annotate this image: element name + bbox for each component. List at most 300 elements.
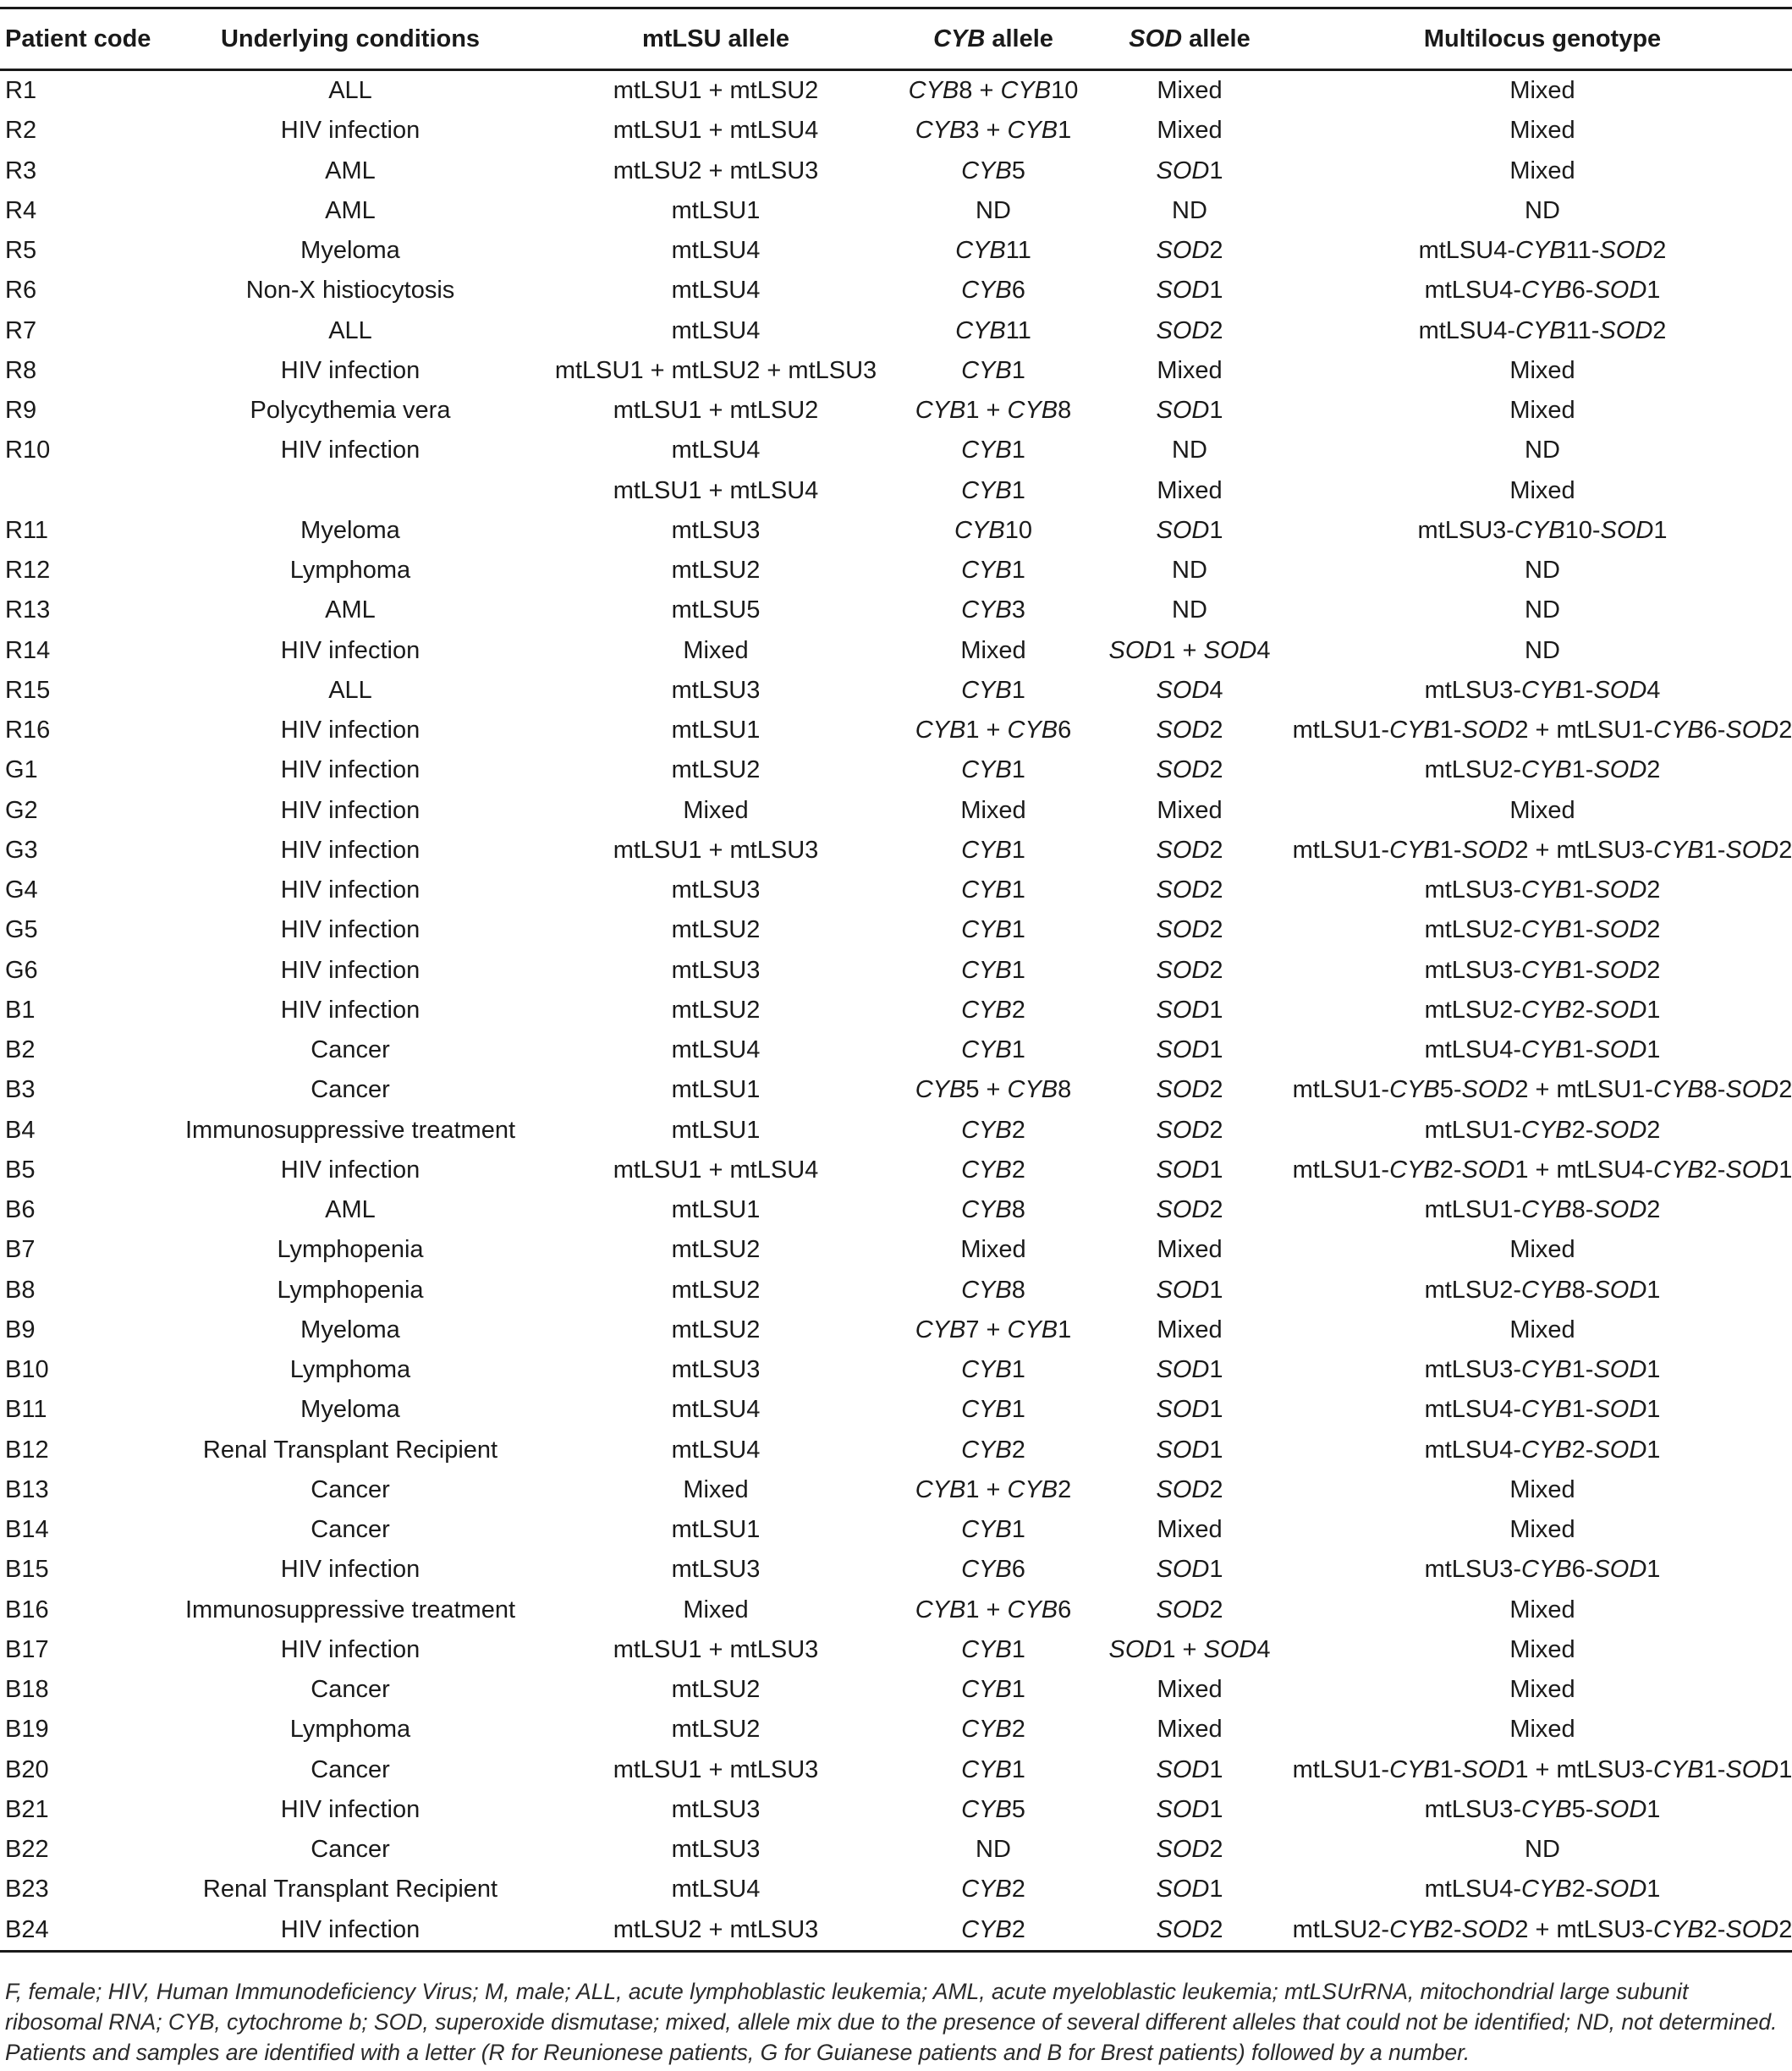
cell-underlying-condition: ALL — [328, 77, 372, 105]
cell-mtlsu-allele: mtLSU1 — [671, 1116, 761, 1144]
cell-patient-code: B15 — [5, 1556, 49, 1584]
cell-sod-allele: SOD2 — [1156, 1836, 1223, 1864]
cell-sod-allele: Mixed — [1157, 1236, 1223, 1264]
cell-sod-allele: Mixed — [1157, 356, 1223, 384]
cell-mtlsu-allele: mtLSU4 — [671, 1436, 761, 1464]
cell-cyb-allele: CYB8 — [961, 1196, 1025, 1224]
cell-multilocus-genotype: Mixed — [1509, 1716, 1575, 1744]
cell-patient-code: R7 — [5, 316, 37, 344]
cell-multilocus-genotype: mtLSU3-CYB1-SOD4 — [1424, 676, 1661, 704]
cell-cyb-allele: CYB1 — [961, 676, 1025, 704]
cell-underlying-condition: Lymphoma — [289, 557, 411, 585]
cell-mtlsu-allele: mtLSU3 — [671, 1795, 761, 1823]
cell-multilocus-genotype: mtLSU1-CYB8-SOD2 — [1424, 1196, 1661, 1224]
cell-multilocus-genotype: ND — [1525, 557, 1560, 585]
cell-sod-allele: SOD1 — [1156, 1276, 1223, 1304]
cell-sod-allele: SOD1 — [1156, 1396, 1223, 1424]
cell-patient-code: R12 — [5, 557, 51, 585]
cell-patient-code: G3 — [5, 836, 38, 864]
cell-cyb-allele: CYB8 — [961, 1276, 1025, 1304]
cell-cyb-allele: CYB1 + CYB8 — [915, 397, 1072, 425]
cell-patient-code: R13 — [5, 596, 51, 624]
cell-cyb-allele: CYB1 — [961, 476, 1025, 504]
cell-multilocus-genotype: mtLSU1-CYB5-SOD2 + mtLSU1-CYB8-SOD2 — [1292, 1076, 1792, 1104]
header-sod-allele: SOD allele — [1091, 8, 1288, 70]
cell-multilocus-genotype: mtLSU3-CYB1-SOD2 — [1424, 876, 1661, 904]
cell-sod-allele: SOD1 — [1156, 516, 1223, 544]
cell-underlying-condition: Lymphoma — [289, 1716, 411, 1744]
cell-sod-allele: SOD1 — [1156, 1795, 1223, 1823]
table-row — [0, 671, 1792, 711]
cell-sod-allele: SOD2 — [1156, 1475, 1223, 1503]
cell-patient-code: B3 — [5, 1076, 36, 1104]
cell-patient-code: B23 — [5, 1876, 49, 1903]
cell-sod-allele: ND — [1172, 196, 1207, 224]
cell-patient-code: B12 — [5, 1436, 49, 1464]
cell-mtlsu-allele: mtLSU2 + mtLSU3 — [536, 1910, 895, 1952]
cell-sod-allele: SOD2 — [1156, 836, 1223, 864]
cell-cyb-allele: CYB3 + CYB1 — [915, 117, 1072, 145]
cell-underlying-condition: HIV infection — [280, 876, 421, 904]
cell-patient-code: G2 — [5, 796, 38, 824]
cell-underlying-condition: HIV infection — [280, 356, 421, 384]
cell-sod-allele: Mixed — [1157, 796, 1223, 824]
table-row — [0, 151, 1792, 191]
table-row — [0, 471, 1792, 511]
table-row — [0, 1550, 1792, 1590]
cell-patient-code: G6 — [5, 956, 38, 984]
cell-patient-code: R4 — [5, 196, 37, 224]
table-row — [0, 1470, 1792, 1510]
cell-underlying-condition: Cancer — [311, 1036, 390, 1064]
cell-underlying-condition: Myeloma — [300, 1316, 400, 1343]
table-row — [0, 1030, 1792, 1070]
cell-cyb-allele: CYB2 — [961, 1876, 1025, 1903]
cell-cyb-allele: CYB1 — [961, 916, 1025, 944]
cell-patient-code — [0, 471, 164, 511]
cell-multilocus-genotype: mtLSU2-CYB2-SOD2 + mtLSU3-CYB2-SOD2 — [1288, 1910, 1792, 1952]
cell-multilocus-genotype: mtLSU4-CYB11-SOD2 — [1418, 316, 1667, 344]
cell-mtlsu-allele: mtLSU1 — [671, 1076, 761, 1104]
cell-cyb-allele: CYB2 — [961, 1116, 1025, 1144]
table-footnote: F, female; HIV, Human Immunodeficiency Virus; M, male; ALL, acute lymphoblastic leukemia; AML, acute myeloblastic leukemia; mtLSUrRNA, mitochondrial large subunit ribosomal RNA; CYB, cytochrome b; SOD, superoxide dismutase; mixed, allele mix due to the presence of several different alleles that could not be identified; ND, not determined. Patients and samples are identified with a letter (R for Reunionese patients, G for Guianese patients and B for Brest patients) followed by a number. — [5, 1979, 1778, 2065]
cell-multilocus-genotype: Mixed — [1509, 1236, 1575, 1264]
cell-mtlsu-allele: mtLSU2 — [671, 916, 761, 944]
table-row — [0, 111, 1792, 151]
cell-underlying-condition: Cancer — [311, 1676, 390, 1704]
table-row — [0, 631, 1792, 671]
cell-underlying-condition: Renal Transplant Recipient — [202, 1876, 498, 1903]
table-row — [0, 1190, 1792, 1230]
table-row — [0, 311, 1792, 351]
table-row — [0, 70, 1792, 112]
cell-multilocus-genotype: mtLSU2-CYB2-SOD1 — [1424, 996, 1661, 1024]
cell-mtlsu-allele: mtLSU1 + mtLSU2 + mtLSU3 — [554, 356, 877, 384]
cell-multilocus-genotype: Mixed — [1509, 356, 1575, 384]
cell-patient-code: B17 — [5, 1635, 49, 1663]
cell-multilocus-genotype: Mixed — [1509, 397, 1575, 425]
cell-mtlsu-allele: mtLSU2 — [671, 1676, 761, 1704]
cell-underlying-condition: HIV infection — [280, 756, 421, 784]
cell-patient-code: R10 — [5, 437, 51, 464]
table-row — [0, 1910, 1792, 1952]
cell-patient-code: B14 — [5, 1516, 49, 1544]
cell-underlying-condition: Renal Transplant Recipient — [202, 1436, 498, 1464]
table-row — [0, 1790, 1792, 1830]
cell-mtlsu-allele: mtLSU3 — [671, 676, 761, 704]
cell-mtlsu-allele: mtLSU1 + mtLSU2 — [613, 77, 819, 105]
cell-mtlsu-allele: mtLSU1 + mtLSU4 — [613, 476, 819, 504]
cell-sod-allele: SOD2 — [1156, 316, 1223, 344]
cell-cyb-allele: CYB1 — [961, 437, 1025, 464]
cell-underlying-condition: HIV infection — [280, 996, 421, 1024]
cell-sod-allele: SOD1 + SOD4 — [1108, 636, 1271, 664]
cell-mtlsu-allele: mtLSU2 — [671, 1236, 761, 1264]
table-row — [0, 271, 1792, 310]
cell-underlying-condition: HIV infection — [280, 916, 421, 944]
cell-multilocus-genotype: Mixed — [1509, 1475, 1575, 1503]
cell-patient-code: B5 — [5, 1156, 36, 1184]
cell-mtlsu-allele: Mixed — [683, 1475, 749, 1503]
cell-cyb-allele: CYB6 — [961, 277, 1025, 305]
cell-underlying-condition: HIV infection — [280, 636, 421, 664]
header-underlying-condition: Underlying conditions — [164, 8, 536, 70]
cell-sod-allele: Mixed — [1157, 1516, 1223, 1544]
cell-sod-allele: SOD1 — [1156, 996, 1223, 1024]
genotype-table — [0, 7, 1792, 1953]
cell-multilocus-genotype: mtLSU3-CYB1-SOD2 — [1424, 956, 1661, 984]
cell-mtlsu-allele: mtLSU1 + mtLSU4 — [613, 1156, 819, 1184]
cell-underlying-condition: Cancer — [311, 1076, 390, 1104]
cell-patient-code: B6 — [5, 1196, 36, 1224]
table-row — [0, 1431, 1792, 1470]
cell-underlying-condition: AML — [325, 157, 376, 184]
cell-mtlsu-allele: mtLSU3 — [671, 956, 761, 984]
cell-mtlsu-allele: mtLSU4 — [671, 1036, 761, 1064]
cell-mtlsu-allele: mtLSU1 + mtLSU2 — [613, 397, 819, 425]
cell-mtlsu-allele: Mixed — [683, 796, 749, 824]
cell-sod-allele: SOD2 — [1156, 1116, 1223, 1144]
cell-underlying-condition: Cancer — [311, 1516, 390, 1544]
cell-multilocus-genotype: ND — [1525, 1836, 1560, 1864]
cell-sod-allele: SOD2 — [1156, 956, 1223, 984]
cell-mtlsu-allele: Mixed — [683, 1596, 749, 1623]
cell-underlying-condition: ALL — [328, 316, 372, 344]
cell-mtlsu-allele: mtLSU3 — [671, 516, 761, 544]
table-row — [0, 1350, 1792, 1390]
cell-mtlsu-allele: mtLSU2 — [671, 756, 761, 784]
cell-cyb-allele: CYB2 — [961, 1436, 1025, 1464]
cell-sod-allele: SOD1 — [1156, 397, 1223, 425]
table-row — [0, 831, 1792, 871]
cell-mtlsu-allele: mtLSU2 — [671, 1276, 761, 1304]
cell-mtlsu-allele: mtLSU1 + mtLSU4 — [613, 117, 819, 145]
cell-underlying-condition: HIV infection — [164, 1910, 536, 1952]
cell-cyb-allele: Mixed — [960, 636, 1026, 664]
table-body — [0, 70, 1792, 1952]
cell-multilocus-genotype: ND — [1525, 636, 1560, 664]
cell-cyb-allele: ND — [976, 196, 1011, 224]
header-row — [0, 8, 1792, 70]
cell-patient-code: R14 — [5, 636, 51, 664]
header-patient-code: Patient code — [0, 8, 164, 70]
cell-sod-allele: Mixed — [1157, 117, 1223, 145]
cell-cyb-allele: CYB10 — [954, 516, 1032, 544]
cell-multilocus-genotype: mtLSU4-CYB2-SOD1 — [1424, 1876, 1661, 1903]
cell-cyb-allele: CYB1 + CYB6 — [915, 717, 1072, 744]
cell-cyb-allele: CYB1 + CYB2 — [915, 1475, 1072, 1503]
cell-patient-code: R6 — [5, 277, 37, 305]
cell-mtlsu-allele: mtLSU3 — [671, 876, 761, 904]
cell-underlying-condition: HIV infection — [280, 117, 421, 145]
cell-sod-allele: Mixed — [1157, 77, 1223, 105]
cell-sod-allele: Mixed — [1157, 476, 1223, 504]
cell-sod-allele: SOD1 + SOD4 — [1108, 1635, 1271, 1663]
cell-cyb-allele: CYB2 — [961, 1156, 1025, 1184]
cell-sod-allele: SOD1 — [1156, 1436, 1223, 1464]
cell-multilocus-genotype: Mixed — [1509, 1316, 1575, 1343]
cell-patient-code: B21 — [5, 1795, 49, 1823]
cell-multilocus-genotype: mtLSU1-CYB1-SOD2 + mtLSU1-CYB6-SOD2 — [1292, 717, 1792, 744]
table-row — [0, 1590, 1792, 1630]
header-cyb-allele: CYB allele — [895, 8, 1091, 70]
cell-mtlsu-allele: mtLSU4 — [671, 316, 761, 344]
header-multilocus-genotype: Multilocus genotype — [1288, 8, 1792, 70]
cell-patient-code: G5 — [5, 916, 38, 944]
cell-sod-allele: Mixed — [1157, 1716, 1223, 1744]
table-row — [0, 711, 1792, 750]
table-row — [0, 951, 1792, 991]
cell-underlying-condition: HIV infection — [280, 1635, 421, 1663]
cell-multilocus-genotype: ND — [1525, 196, 1560, 224]
cell-mtlsu-allele: mtLSU3 — [671, 1836, 761, 1864]
cell-patient-code: R5 — [5, 237, 37, 265]
cell-mtlsu-allele: Mixed — [683, 636, 749, 664]
cell-sod-allele: SOD1 — [1156, 277, 1223, 305]
cell-underlying-condition: Lymphoma — [289, 1356, 411, 1384]
cell-patient-code: R16 — [5, 717, 51, 744]
table-row — [0, 1870, 1792, 1909]
cell-cyb-allele: CYB1 — [961, 1676, 1025, 1704]
cell-cyb-allele: CYB1 — [961, 1036, 1025, 1064]
table-row — [0, 431, 1792, 470]
cell-multilocus-genotype: Mixed — [1509, 117, 1575, 145]
cell-patient-code: B8 — [5, 1276, 36, 1304]
table-row — [0, 191, 1792, 231]
table-row — [0, 1670, 1792, 1710]
cell-cyb-allele: CYB1 — [961, 1516, 1025, 1544]
cell-underlying-condition: AML — [325, 1196, 376, 1224]
cell-multilocus-genotype: Mixed — [1509, 476, 1575, 504]
cell-underlying-condition: HIV infection — [280, 437, 421, 464]
cell-patient-code: B10 — [5, 1356, 49, 1384]
table-row — [0, 591, 1792, 630]
cell-cyb-allele: Mixed — [960, 796, 1026, 824]
cell-underlying-condition: HIV infection — [280, 1556, 421, 1584]
cell-mtlsu-allele: mtLSU1 — [671, 717, 761, 744]
table-row — [0, 1750, 1792, 1790]
cell-patient-code: B18 — [5, 1676, 49, 1704]
cell-cyb-allele: CYB2 — [961, 996, 1025, 1024]
cell-underlying-condition: HIV infection — [280, 1795, 421, 1823]
cell-mtlsu-allele: mtLSU1 — [671, 196, 761, 224]
cell-patient-code: B7 — [5, 1236, 36, 1264]
cell-sod-allele: Mixed — [1157, 1316, 1223, 1343]
table-row — [0, 1510, 1792, 1550]
table-row — [0, 391, 1792, 431]
table-row — [0, 551, 1792, 591]
cell-cyb-allele: CYB1 — [961, 1396, 1025, 1424]
cell-sod-allele: SOD2 — [1091, 1910, 1288, 1952]
table-row — [0, 791, 1792, 831]
cell-sod-allele: SOD2 — [1156, 1076, 1223, 1104]
cell-underlying-condition: Lymphopenia — [277, 1236, 424, 1264]
cell-mtlsu-allele: mtLSU4 — [671, 437, 761, 464]
table-row — [0, 1070, 1792, 1110]
cell-patient-code: B11 — [5, 1396, 47, 1424]
cell-sod-allele: SOD1 — [1156, 1556, 1223, 1584]
cell-sod-allele: SOD1 — [1156, 1156, 1223, 1184]
cell-underlying-condition — [164, 471, 536, 511]
cell-sod-allele: SOD1 — [1156, 1356, 1223, 1384]
cell-underlying-condition: Immunosuppressive treatment — [184, 1596, 516, 1623]
cell-cyb-allele: CYB1 + CYB6 — [915, 1596, 1072, 1623]
cell-patient-code: R15 — [5, 676, 51, 704]
cell-underlying-condition: AML — [325, 196, 376, 224]
cell-underlying-condition: HIV infection — [280, 717, 421, 744]
cell-cyb-allele: CYB7 + CYB1 — [915, 1316, 1072, 1343]
table-row — [0, 1710, 1792, 1750]
cell-cyb-allele: CYB6 — [961, 1556, 1025, 1584]
table-row — [0, 511, 1792, 551]
cell-sod-allele: SOD2 — [1156, 1196, 1223, 1224]
cell-patient-code: B19 — [5, 1716, 49, 1744]
cell-cyb-allele: CYB1 — [961, 356, 1025, 384]
cell-underlying-condition: AML — [325, 596, 376, 624]
table-row — [0, 750, 1792, 790]
cell-cyb-allele: CYB1 — [961, 956, 1025, 984]
table-row — [0, 1151, 1792, 1190]
cell-patient-code: B2 — [5, 1036, 36, 1064]
cell-multilocus-genotype: Mixed — [1509, 1516, 1575, 1544]
cell-patient-code: B16 — [5, 1596, 49, 1623]
cell-sod-allele: SOD2 — [1156, 237, 1223, 265]
cell-cyb-allele: CYB1 — [961, 557, 1025, 585]
cell-multilocus-genotype: mtLSU4-CYB1-SOD1 — [1424, 1396, 1661, 1424]
cell-underlying-condition: Cancer — [311, 1836, 390, 1864]
cell-patient-code: B20 — [5, 1755, 49, 1783]
cell-multilocus-genotype: mtLSU1-CYB1-SOD1 + mtLSU3-CYB1-SOD1 — [1292, 1755, 1792, 1783]
cell-patient-code: B1 — [5, 996, 36, 1024]
table-row — [0, 1630, 1792, 1670]
cell-multilocus-genotype: mtLSU1-CYB1-SOD2 + mtLSU3-CYB1-SOD2 — [1292, 836, 1792, 864]
cell-patient-code: R11 — [5, 516, 49, 544]
cell-patient-code: R2 — [5, 117, 37, 145]
cell-cyb-allele: CYB11 — [955, 237, 1031, 265]
cell-mtlsu-allele: mtLSU2 — [671, 996, 761, 1024]
cell-mtlsu-allele: mtLSU3 — [671, 1356, 761, 1384]
cell-multilocus-genotype: Mixed — [1509, 1676, 1575, 1704]
table-row — [0, 991, 1792, 1030]
cell-patient-code: B24 — [0, 1910, 164, 1952]
cell-cyb-allele: CYB2 — [961, 1716, 1025, 1744]
cell-underlying-condition: Myeloma — [300, 1396, 400, 1424]
cell-multilocus-genotype: Mixed — [1509, 1635, 1575, 1663]
cell-patient-code: G4 — [5, 876, 38, 904]
cell-sod-allele: SOD2 — [1156, 1596, 1223, 1623]
cell-underlying-condition: Lymphopenia — [277, 1276, 424, 1304]
cell-cyb-allele: Mixed — [960, 1236, 1026, 1264]
cell-sod-allele: SOD1 — [1156, 1036, 1223, 1064]
cell-mtlsu-allele: mtLSU1 + mtLSU3 — [613, 1635, 819, 1663]
cell-cyb-allele: CYB1 — [961, 1635, 1025, 1663]
cell-sod-allele: SOD1 — [1156, 1876, 1223, 1903]
table-row — [0, 1830, 1792, 1870]
table-row — [0, 910, 1792, 950]
cell-cyb-allele: ND — [976, 1836, 1011, 1864]
cell-underlying-condition: HIV infection — [280, 1156, 421, 1184]
cell-patient-code: R9 — [5, 397, 37, 425]
cell-sod-allele: Mixed — [1157, 1676, 1223, 1704]
cell-cyb-allele: CYB2 — [895, 1910, 1091, 1952]
table-row — [0, 871, 1792, 910]
cell-underlying-condition: ALL — [328, 676, 372, 704]
cell-mtlsu-allele: mtLSU2 — [671, 557, 761, 585]
cell-multilocus-genotype: mtLSU3-CYB6-SOD1 — [1424, 1556, 1661, 1584]
cell-cyb-allele: CYB8 + CYB10 — [908, 77, 1079, 105]
cell-mtlsu-allele: mtLSU3 — [671, 1556, 761, 1584]
cell-sod-allele: ND — [1172, 557, 1207, 585]
cell-multilocus-genotype: mtLSU4-CYB6-SOD1 — [1424, 277, 1661, 305]
table-row — [0, 351, 1792, 391]
cell-cyb-allele: CYB1 — [961, 836, 1025, 864]
cell-sod-allele: ND — [1172, 437, 1207, 464]
cell-multilocus-genotype: Mixed — [1509, 796, 1575, 824]
cell-cyb-allele: CYB11 — [955, 316, 1031, 344]
cell-cyb-allele: CYB3 — [961, 596, 1025, 624]
table-row — [0, 1310, 1792, 1350]
cell-patient-code: B13 — [5, 1475, 49, 1503]
cell-multilocus-genotype: mtLSU1-CYB2-SOD2 — [1424, 1116, 1661, 1144]
cell-multilocus-genotype: mtLSU4-CYB11-SOD2 — [1418, 237, 1667, 265]
cell-mtlsu-allele: mtLSU2 + mtLSU3 — [613, 157, 819, 184]
cell-underlying-condition: Cancer — [311, 1755, 390, 1783]
table-row — [0, 1390, 1792, 1430]
cell-patient-code: B22 — [5, 1836, 49, 1864]
cell-cyb-allele: CYB5 — [961, 1795, 1025, 1823]
cell-patient-code: R3 — [5, 157, 37, 184]
cell-sod-allele: SOD2 — [1156, 876, 1223, 904]
cell-multilocus-genotype: mtLSU3-CYB10-SOD1 — [1417, 516, 1668, 544]
cell-mtlsu-allele: mtLSU1 + mtLSU3 — [613, 836, 819, 864]
cell-underlying-condition: Myeloma — [300, 516, 400, 544]
cell-mtlsu-allele: mtLSU1 + mtLSU3 — [613, 1755, 819, 1783]
cell-underlying-condition: Immunosuppressive treatment — [184, 1116, 516, 1144]
cell-cyb-allele: CYB1 — [961, 1755, 1025, 1783]
cell-sod-allele: SOD4 — [1156, 676, 1223, 704]
cell-sod-allele: ND — [1172, 596, 1207, 624]
cell-mtlsu-allele: mtLSU4 — [671, 1396, 761, 1424]
table-row — [0, 1271, 1792, 1310]
cell-sod-allele: SOD1 — [1156, 1755, 1223, 1783]
cell-multilocus-genotype: mtLSU4-CYB2-SOD1 — [1424, 1436, 1661, 1464]
cell-sod-allele: SOD2 — [1156, 756, 1223, 784]
cell-patient-code: B4 — [5, 1116, 36, 1144]
cell-patient-code: B9 — [5, 1316, 36, 1343]
table-row — [0, 231, 1792, 271]
cell-multilocus-genotype: mtLSU4-CYB1-SOD1 — [1424, 1036, 1661, 1064]
cell-underlying-condition: HIV infection — [280, 836, 421, 864]
